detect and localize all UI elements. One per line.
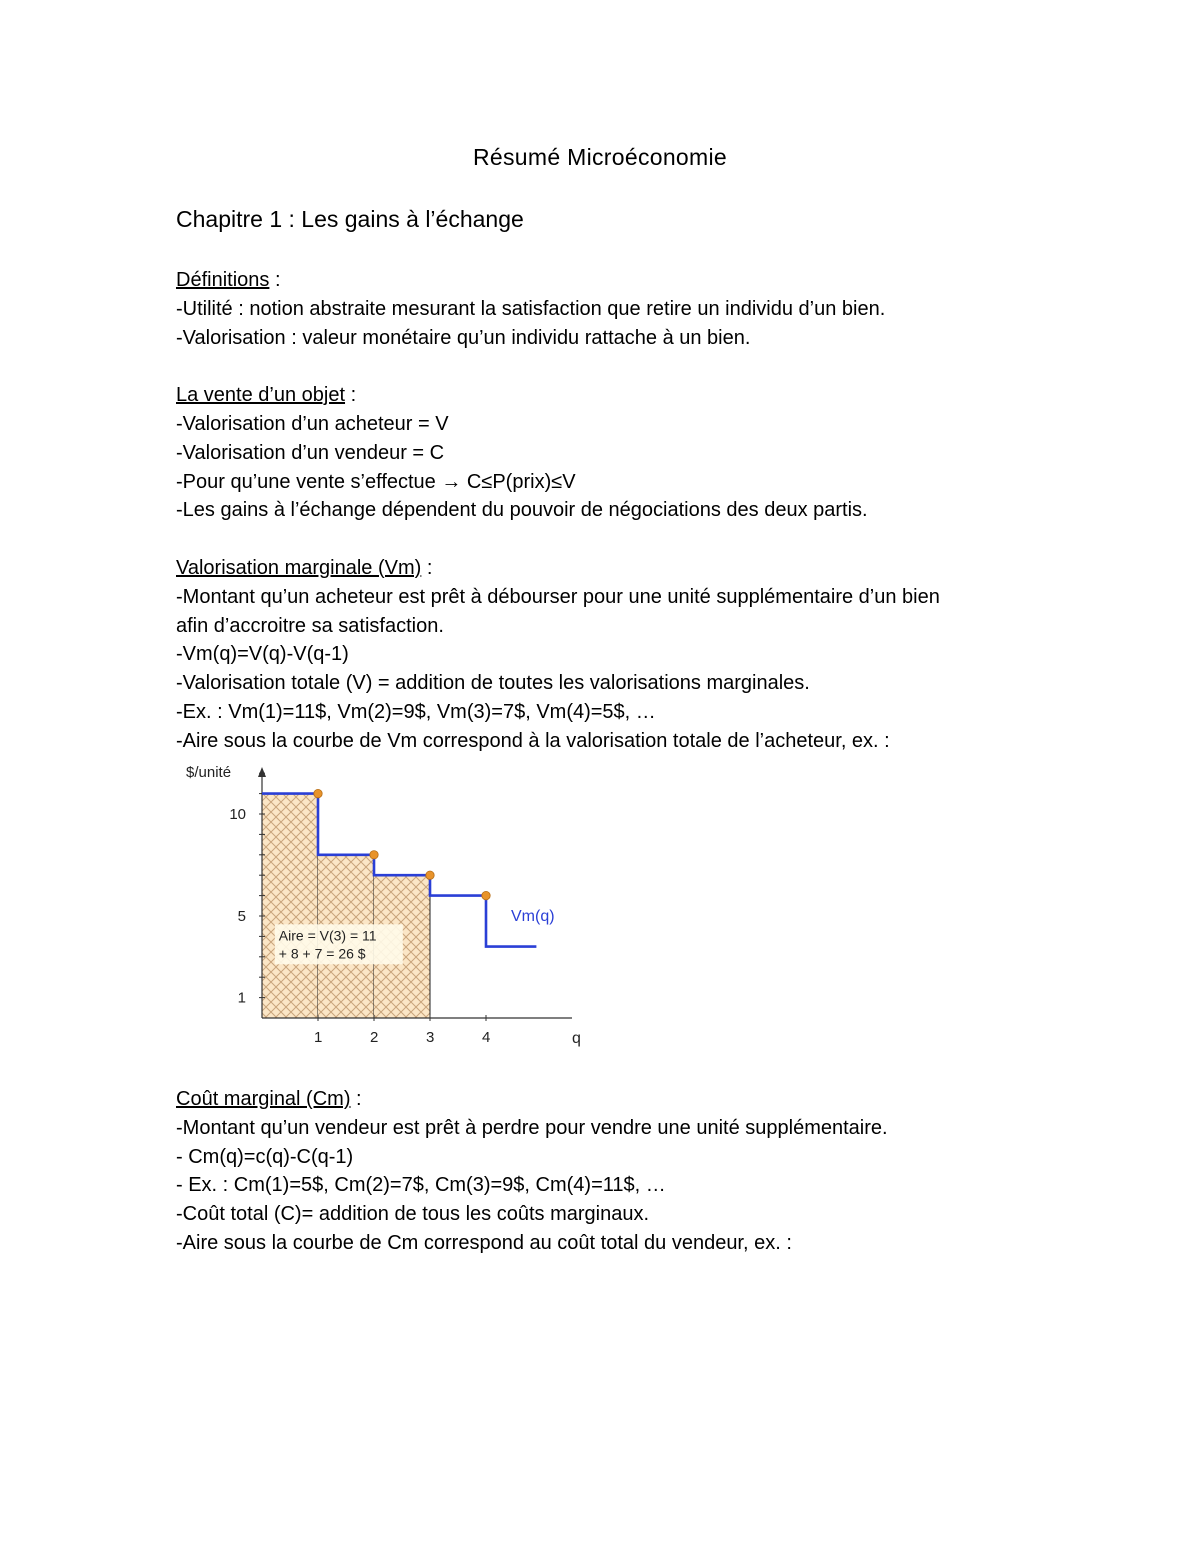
cm-line: - Cm(q)=c(q)-C(q-1) bbox=[176, 1145, 354, 1168]
definitions-heading-suffix: : bbox=[269, 269, 281, 291]
y-tick-label: 1 bbox=[237, 989, 246, 1007]
content-block-bottom bbox=[176, 1085, 1076, 1258]
vm-heading-line bbox=[176, 554, 1076, 583]
x-tick-label: 1 bbox=[314, 1029, 323, 1046]
vm-step-chart bbox=[176, 757, 596, 1057]
spacer bbox=[176, 525, 1076, 554]
x-tick-label: 4 bbox=[482, 1029, 491, 1046]
annotation-line2: + 8 + 7 = 26 $ bbox=[278, 945, 366, 962]
cm-heading-suffix: : bbox=[350, 1088, 362, 1110]
vente-line: -Valorisation d’un vendeur = C bbox=[176, 441, 445, 464]
y-axis-label: $/unité bbox=[186, 764, 232, 781]
y-axis-arrow bbox=[258, 767, 266, 777]
vente-heading-suffix: : bbox=[345, 384, 357, 407]
series-legend-label: Vm(q) bbox=[511, 908, 555, 925]
vm-line: afin d’accroitre sa satisfaction. bbox=[176, 614, 444, 637]
definition-line: -Valorisation : valeur monétaire qu’un individu rattache à un bien. bbox=[176, 326, 751, 349]
cm-line: - Ex. : Cm(1)=5$, Cm(2)=7$, Cm(3)=9$, Cm(4)=11$, … bbox=[176, 1174, 666, 1197]
data-point bbox=[370, 851, 378, 859]
cm-heading-line bbox=[176, 1085, 1076, 1114]
x-tick-label: 2 bbox=[370, 1029, 379, 1046]
vente-heading-line bbox=[176, 381, 1076, 410]
chapter-title: Chapitre 1 : Les gains à l’échange bbox=[176, 206, 524, 232]
cm-line: -Coût total (C)= addition de tous les coûts marginaux. bbox=[176, 1203, 650, 1226]
vm-line: -Aire sous la courbe de Vm correspond à la valorisation totale de l’acheteur, ex. : bbox=[176, 729, 890, 752]
vm-heading: Valorisation marginale (Vm) bbox=[176, 556, 422, 579]
vente-line: -Les gains à l’échange dépendent du pouvoir de négociations des deux partis. bbox=[176, 499, 868, 522]
x-tick-label: 3 bbox=[426, 1029, 435, 1046]
spacer bbox=[176, 352, 1076, 381]
shaded-bar bbox=[262, 794, 318, 1018]
definitions-heading-line bbox=[176, 266, 1076, 295]
cm-line: -Aire sous la courbe de Cm correspond au coût total du vendeur, ex. : bbox=[176, 1231, 792, 1254]
document-title: Résumé Microéconomie bbox=[473, 144, 727, 170]
definition-line: -Utilité : notion abstraite mesurant la satisfaction que retire un individu d’un bien. bbox=[176, 297, 886, 320]
vente-line: -Valorisation d’un acheteur = V bbox=[176, 412, 449, 435]
x-axis-label: q bbox=[572, 1030, 581, 1047]
vm-line: -Montant qu’un acheteur est prêt à débourser pour une unité supplémentaire d’un bien bbox=[176, 585, 940, 608]
data-point bbox=[426, 871, 434, 879]
content-block-top bbox=[176, 266, 1076, 756]
vm-heading-suffix: : bbox=[421, 556, 433, 579]
definitions-heading: Définitions bbox=[176, 269, 270, 291]
data-point bbox=[482, 891, 490, 899]
cm-line: -Montant qu’un vendeur est prêt à perdre pour vendre une unité supplémentaire. bbox=[176, 1116, 888, 1139]
y-tick-label: 5 bbox=[237, 908, 246, 925]
y-tick-label: 10 bbox=[229, 806, 246, 823]
vm-line: -Ex. : Vm(1)=11$, Vm(2)=9$, Vm(3)=7$, Vm(4)=5$, … bbox=[176, 700, 656, 723]
vente-line: -Pour qu’une vente s’effectue → C≤P(prix)≤V bbox=[176, 470, 576, 493]
annotation-line1: Aire = V(3) = 11 bbox=[278, 927, 377, 944]
data-point bbox=[314, 789, 322, 797]
vente-heading: La vente d’un objet bbox=[176, 384, 346, 407]
vm-line: -Vm(q)=V(q)-V(q-1) bbox=[176, 643, 349, 666]
cm-heading: Coût marginal (Cm) bbox=[176, 1088, 351, 1110]
vm-line: -Valorisation totale (V) = addition de toutes les valorisations marginales. bbox=[176, 672, 810, 695]
